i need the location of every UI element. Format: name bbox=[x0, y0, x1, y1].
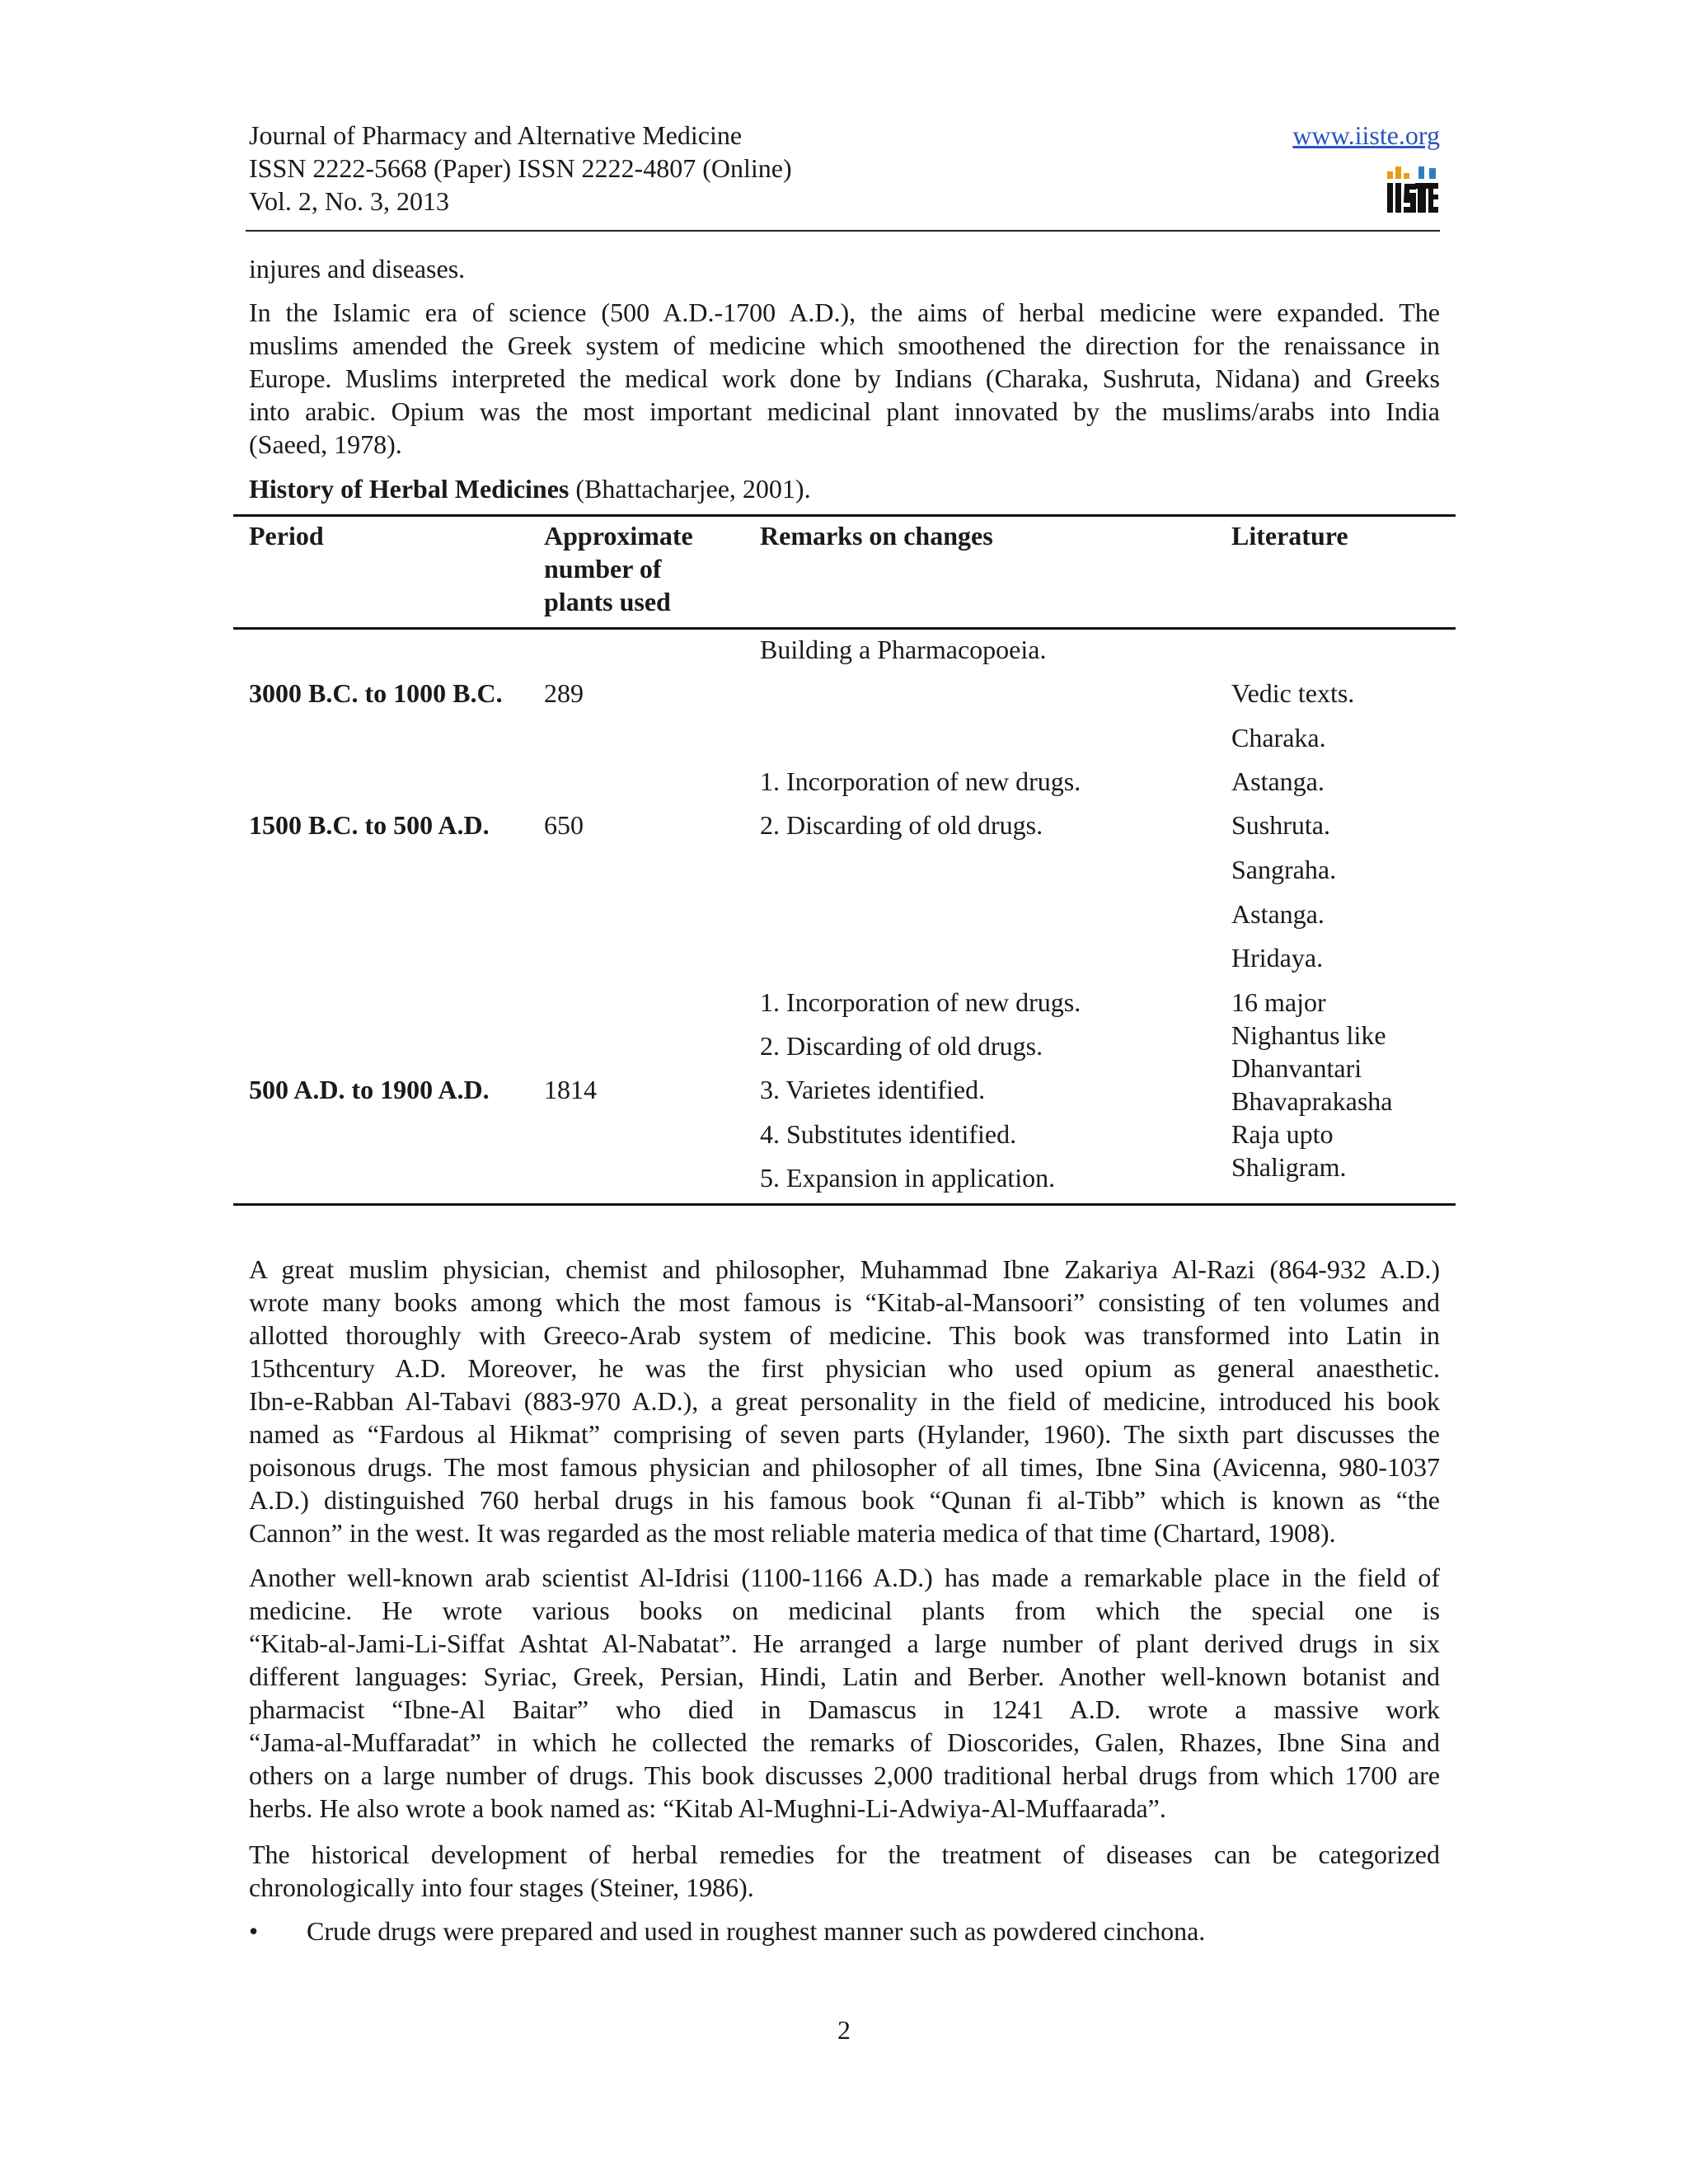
paragraph-line: named as “Fardous al Hikmat” comprising of seven parts (Hylander, 1960). The sixth part discusses the bbox=[249, 1419, 1440, 1449]
paragraph-line: poisonous drugs. The most famous physician and philosopher of all times, Ibne Sina (Avicenna, 980-1037 bbox=[249, 1452, 1440, 1482]
header-divider bbox=[246, 230, 1440, 232]
row3-literature-6: Shaligram. bbox=[1231, 1152, 1347, 1182]
journal-title: Journal of Pharmacy and Alternative Medicine bbox=[249, 120, 743, 150]
intro-fragment: injures and diseases. bbox=[249, 254, 466, 284]
paragraph-line: (Saeed, 1978). bbox=[249, 429, 402, 459]
paragraph-line: pharmacist “Ibne-Al Baitar” who died in Damascus in 1241 A.D. wrote a massive work bbox=[249, 1694, 1440, 1724]
paragraph-line: wrote many books among which the most famous is “Kitab-al-Mansoori” consisting of ten volumes and bbox=[249, 1287, 1440, 1317]
paragraph-al-razi bbox=[249, 1253, 1440, 1549]
paragraph-line: chronologically into four stages (Steiner, 1986). bbox=[249, 1872, 754, 1902]
row1-literature: Vedic texts. bbox=[1231, 678, 1355, 708]
paragraph-line: allotted thoroughly with Greeco-Arab system of medicine. This book was transformed into Latin in bbox=[249, 1320, 1440, 1350]
row2-literature-5: Astanga. bbox=[1231, 899, 1325, 929]
header-approx-line3: plants used bbox=[544, 587, 671, 616]
journal-url-link[interactable]: www.iiste.org bbox=[1292, 120, 1440, 150]
row3-literature-3: Dhanvantari bbox=[1231, 1053, 1362, 1083]
table-bottom-rule bbox=[233, 1203, 1456, 1206]
paragraph-line: Europe. Muslims interpreted the medical work done by Indians (Charaka, Sushruta, Nidana) and Greeks bbox=[249, 363, 1440, 393]
row3-literature-1: 16 major bbox=[1231, 987, 1326, 1017]
row2-remark-1: 1. Incorporation of new drugs. bbox=[760, 766, 1081, 796]
bullet-text: Crude drugs were prepared and used in roughest manner such as powdered cinchona. bbox=[307, 1916, 1206, 1946]
row1-period: 3000 B.C. to 1000 B.C. bbox=[249, 678, 503, 708]
paragraph-line: into arabic. Opium was the most important medicinal plant innovated by the muslims/arabs into India bbox=[249, 396, 1440, 426]
header-remarks: Remarks on changes bbox=[760, 521, 993, 551]
header-period: Period bbox=[249, 521, 324, 551]
paragraph-line: Cannon” in the west. It was regarded as the most reliable materia medica of that time (Chartard, 1908). bbox=[249, 1518, 1336, 1548]
row2-literature-1: Charaka. bbox=[1231, 723, 1326, 752]
paragraph-line: 15thcentury A.D. Moreover, he was the first physician who used opium as general anaesthetic. bbox=[249, 1353, 1440, 1383]
paragraph-islamic-era bbox=[249, 296, 1440, 461]
row2-literature-3: Sushruta. bbox=[1231, 810, 1330, 840]
row3-remark-1: 1. Incorporation of new drugs. bbox=[760, 987, 1081, 1017]
row3-literature-5: Raja upto bbox=[1231, 1119, 1334, 1149]
table-caption-source: (Bhattacharjee, 2001). bbox=[569, 474, 811, 504]
header-approx-line1: Approximate bbox=[544, 521, 693, 551]
paragraph-line: “Jama-al-Muffaradat” in which he collected the remarks of Dioscorides, Galen, Rhazes, Ibne Sina and bbox=[249, 1727, 1440, 1757]
paragraph-line: Another well-known arab scientist Al-Idrisi (1100-1166 A.D.) has made a remarkable place in the field of bbox=[249, 1563, 1440, 1592]
paragraph-line: Ibn-e-Rabban Al-Tabavi (883-970 A.D.), a great personality in the field of medicine, introduced his book bbox=[249, 1386, 1440, 1416]
row3-remark-4: 4. Substitutes identified. bbox=[760, 1119, 1017, 1149]
table-caption-title: History of Herbal Medicines bbox=[249, 474, 570, 504]
journal-volume: Vol. 2, No. 3, 2013 bbox=[249, 186, 449, 216]
row2-literature-4: Sangraha. bbox=[1231, 855, 1337, 884]
journal-issn: ISSN 2222-5668 (Paper) ISSN 2222-4807 (Online) bbox=[249, 153, 792, 183]
paragraph-line: medicine. He wrote various books on medicinal plants from which the special one is bbox=[249, 1596, 1440, 1625]
paragraph-line: In the Islamic era of science (500 A.D.-1700 A.D.), the aims of herbal medicine were expanded. The bbox=[249, 298, 1440, 327]
header-literature: Literature bbox=[1231, 521, 1348, 551]
paragraph-line: A great muslim physician, chemist and philosopher, Muhammad Ibne Zakariya Al-Razi (864-932 A.D.) bbox=[249, 1254, 1440, 1284]
row3-remark-2: 2. Discarding of old drugs. bbox=[760, 1031, 1043, 1061]
bullet-item bbox=[249, 1915, 1205, 1947]
iiste-logo bbox=[1386, 162, 1440, 216]
paragraph-line: muslims amended the Greek system of medicine which smoothened the direction for the renaissance in bbox=[249, 330, 1440, 360]
row3-literature-2: Nighantus like bbox=[1231, 1020, 1386, 1050]
row1-plants: 289 bbox=[544, 678, 584, 708]
paragraph-line: different languages: Syriac, Greek, Persian, Hindi, Latin and Berber. Another well-known botanist and bbox=[249, 1661, 1440, 1691]
paragraph-line: The historical development of herbal remedies for the treatment of diseases can be categorized bbox=[249, 1840, 1440, 1869]
paragraph-line: others on a large number of drugs. This book discusses 2,000 traditional herbal drugs from which 1700 are bbox=[249, 1760, 1440, 1790]
row3-remark-5: 5. Expansion in application. bbox=[760, 1163, 1056, 1193]
row3-literature-4: Bhavaprakasha bbox=[1231, 1086, 1393, 1116]
row2-literature-2: Astanga. bbox=[1231, 766, 1325, 796]
row2-plants: 650 bbox=[544, 810, 584, 840]
paragraph-al-idrisi bbox=[249, 1561, 1440, 1825]
table-header-rule bbox=[233, 627, 1456, 630]
row2-period: 1500 B.C. to 500 A.D. bbox=[249, 810, 490, 840]
row3-period: 500 A.D. to 1900 A.D. bbox=[249, 1075, 490, 1104]
table-caption bbox=[249, 472, 811, 505]
paragraph-line: A.D.) distinguished 760 herbal drugs in his famous book “Qunan fi al-Tibb” which is known as “the bbox=[249, 1485, 1440, 1515]
row2-remark-2: 2. Discarding of old drugs. bbox=[760, 810, 1043, 840]
paragraph-line: “Kitab-al-Jami-Li-Siffat Ashtat Al-Nabatat”. He arranged a large number of plant derived drugs in six bbox=[249, 1629, 1440, 1658]
paragraph-line: herbs. He also wrote a book named as: “Kitab Al-Mughni-Li-Adwiya-Al-Muffaarada”. bbox=[249, 1793, 1166, 1823]
row1-remark: Building a Pharmacopoeia. bbox=[760, 635, 1047, 664]
row3-plants: 1814 bbox=[544, 1075, 597, 1104]
bullet-symbol: • bbox=[249, 1916, 259, 1946]
header-approx-line2: number of bbox=[544, 554, 662, 583]
journal-header bbox=[249, 119, 1238, 218]
row2-literature-6: Hridaya. bbox=[1231, 943, 1324, 972]
paragraph-four-stages bbox=[249, 1838, 1440, 1904]
page-number: 2 bbox=[837, 2015, 851, 2045]
table-top-rule bbox=[233, 514, 1456, 517]
row3-remark-3: 3. Varietes identified. bbox=[760, 1075, 986, 1104]
